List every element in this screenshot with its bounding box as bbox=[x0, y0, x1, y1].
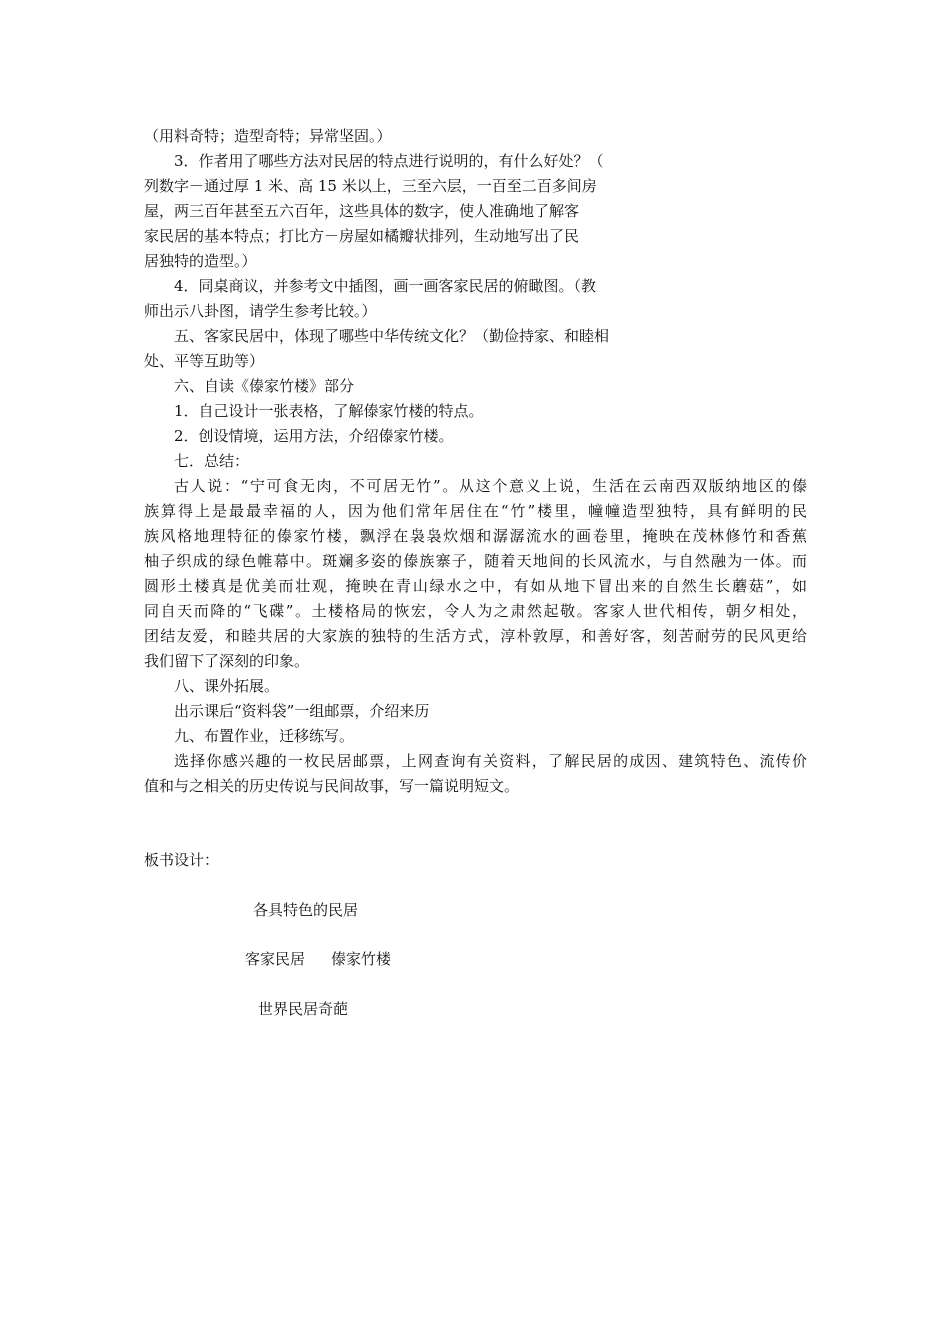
section-7-heading: 七．总结： bbox=[174, 452, 250, 470]
question-3: 3．作者用了哪些方法对民居的特点进行说明的，有什么好处？（ bbox=[174, 152, 604, 170]
question-4: 4．同桌商议，并参考文中插图，画一画客家民居的俯瞰图。（教 bbox=[174, 277, 597, 295]
summary-paragraph-line: 族算得上是最最幸福的人，因为他们常年居住在“竹”楼里，幢幢造型独特，具有鲜明的民 bbox=[144, 502, 807, 520]
summary-paragraph-line: 同自天而降的“飞碟”。土楼格局的恢宏，令人为之肃然起敬。客家人世代相传，朝夕相处， bbox=[144, 602, 807, 620]
list-item: 2．创设情境，运用方法，介绍傣家竹楼。 bbox=[174, 427, 454, 445]
section-9-heading: 九、布置作业，迁移练写。 bbox=[174, 727, 355, 745]
homework-paragraph-line: 值和与之相关的历史传说与民间故事，写一篇说明短文。 bbox=[144, 777, 520, 795]
list-item: 1．自己设计一张表格，了解傣家竹楼的特点。 bbox=[174, 402, 484, 420]
homework-paragraph-line: 选择你感兴趣的一枚民居邮票，上网查询有关资料，了解民居的成因、建筑特色、流传价 bbox=[174, 752, 807, 770]
summary-paragraph-line: 族风格地理特征的傣家竹楼，飘浮在袅袅炊烟和潺潺流水的画卷里，掩映在茂林修竹和香蕉 bbox=[144, 527, 807, 545]
board-right-item: 傣家竹楼 bbox=[331, 950, 392, 968]
summary-paragraph-line: 柚子织成的绿色帷幕中。斑斓多姿的傣族寨子，随着天地间的长风流水，与自然融为一体。而 bbox=[144, 552, 807, 570]
summary-paragraph-line: 我们留下了深刻的印象。 bbox=[144, 652, 310, 670]
section-6-heading: 六、自读《傣家竹楼》部分 bbox=[174, 377, 355, 395]
answer-line: 师出示八卦图，请学生参考比较。） bbox=[144, 302, 377, 320]
board-bottom-item: 世界民居奇葩 bbox=[258, 1000, 349, 1018]
answer-line: 处、平等互助等） bbox=[144, 352, 265, 370]
board-design-heading: 板书设计： bbox=[144, 851, 220, 869]
board-left-item: 客家民居 bbox=[245, 950, 306, 968]
answer-line: 居独特的造型。） bbox=[144, 252, 257, 270]
summary-paragraph-line: 古人说：“宁可食无肉，不可居无竹”。从这个意义上说，生活在云南西双版纳地区的傣 bbox=[174, 477, 807, 495]
answer-line: 屋，两三百年甚至五六百年，这些具体的数字，使人准确地了解客 bbox=[144, 202, 580, 220]
answer-line: 列数字－通过厚 1 米、高 15 米以上，三至六层，一百至二百多间房 bbox=[144, 177, 597, 195]
summary-paragraph-line: 圆形土楼真是优美而壮观，掩映在青山绿水之中，有如从地下冒出来的自然生长蘑菇”，如 bbox=[144, 577, 807, 595]
board-title: 各具特色的民居 bbox=[253, 901, 359, 919]
answer-line: （用料奇特；造型奇特；异常坚固。） bbox=[144, 127, 392, 145]
section-5-heading: 五、客家民居中，体现了哪些中华传统文化？（勤俭持家、和睦相 bbox=[174, 327, 610, 345]
answer-line: 家民居的基本特点；打比方－房屋如橘瓣状排列，生动地写出了民 bbox=[144, 227, 580, 245]
summary-paragraph-line: 团结友爱，和睦共居的大家族的独特的生活方式，淳朴敦厚，和善好客，刻苦耐劳的民风更给 bbox=[144, 627, 807, 645]
paragraph-line: 出示课后“资料袋”一组邮票，介绍来历 bbox=[174, 702, 430, 720]
section-8-heading: 八、课外拓展。 bbox=[174, 677, 280, 695]
